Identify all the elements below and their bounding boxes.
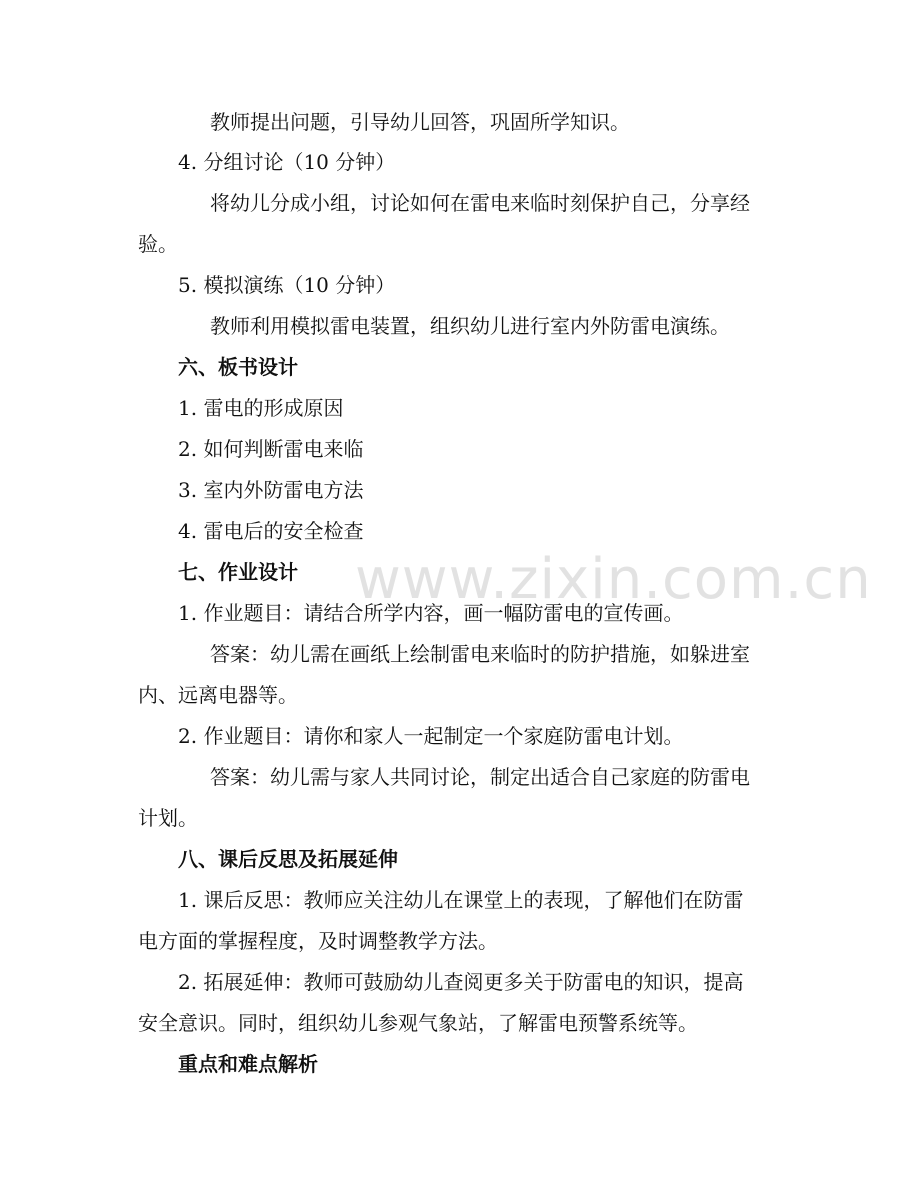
- paragraph-line: 将幼儿分成小组，讨论如何在雷电来临时刻保护自己，分享经: [210, 191, 750, 215]
- section-heading: 六、板书设计: [178, 355, 298, 379]
- list-item: 3. 室内外防雷电方法: [178, 478, 364, 502]
- paragraph-line: 电方面的掌握程度，及时调整教学方法。: [138, 929, 498, 953]
- list-item: 2. 拓展延伸：教师可鼓励幼儿查阅更多关于防雷电的知识，提高: [178, 970, 744, 994]
- answer-line: 答案：幼儿需在画纸上绘制雷电来临时的防护措施，如躲进室: [210, 642, 750, 666]
- answer-line: 计划。: [138, 806, 198, 830]
- list-item: 1. 课后反思：教师应关注幼儿在课堂上的表现，了解他们在防雷: [178, 888, 744, 912]
- list-item: 4. 雷电后的安全检查: [178, 519, 364, 543]
- answer-line: 答案：幼儿需与家人共同讨论，制定出适合自己家庭的防雷电: [210, 765, 750, 789]
- list-item: 1. 作业题目：请结合所学内容，画一幅防雷电的宣传画。: [178, 601, 684, 625]
- section-heading: 八、课后反思及拓展延伸: [178, 847, 398, 871]
- paragraph-line: 教师利用模拟雷电装置，组织幼儿进行室内外防雷电演练。: [210, 314, 730, 338]
- watermark-text: www.zixin.com.cn: [355, 547, 872, 612]
- section-heading: 重点和难点解析: [178, 1052, 318, 1076]
- list-item: 2. 如何判断雷电来临: [178, 437, 364, 461]
- paragraph-line: 教师提出问题，引导幼儿回答，巩固所学知识。: [210, 110, 630, 134]
- list-item: 2. 作业题目：请你和家人一起制定一个家庭防雷电计划。: [178, 724, 684, 748]
- list-item: 4. 分组讨论（10 分钟）: [178, 150, 396, 174]
- answer-line: 内、远离电器等。: [138, 683, 298, 707]
- section-heading: 七、作业设计: [178, 560, 298, 584]
- paragraph-line: 验。: [138, 232, 178, 256]
- paragraph-line: 安全意识。同时，组织幼儿参观气象站，了解雷电预警系统等。: [138, 1011, 698, 1035]
- list-item: 1. 雷电的形成原因: [178, 396, 344, 420]
- list-item: 5. 模拟演练（10 分钟）: [178, 273, 396, 297]
